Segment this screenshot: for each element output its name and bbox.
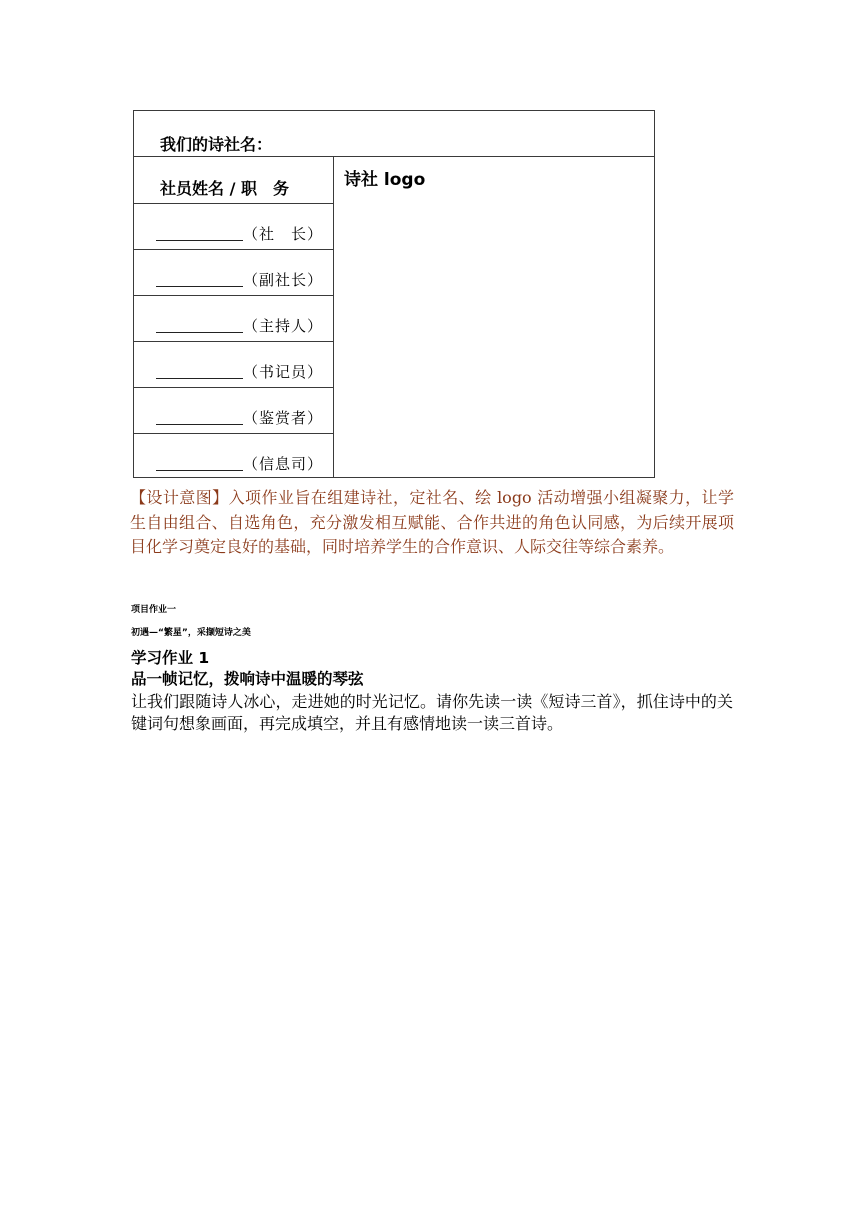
logo-label: 诗社 logo <box>344 170 426 190</box>
member-blank-line[interactable] <box>156 286 243 287</box>
member-role: （主持人） <box>243 317 324 335</box>
member-row-host <box>134 296 333 342</box>
assignment-subtitle: 品一帧记忆，拨响诗中温暖的琴弦 <box>131 670 364 688</box>
members-header-cell <box>134 157 333 204</box>
member-role: （鉴赏者） <box>243 409 324 427</box>
assignment-body: 让我们跟随诗人冰心，走进她的时光记忆。请你先读一读《短诗三首》，抓住诗中的关键词句想象画面，再完成填空，并且有感情地读一读三首诗。 <box>131 692 733 733</box>
assignment-title: 学习作业 1 <box>131 649 210 667</box>
design-intent-paragraph: 【设计意图】入项作业旨在组建诗社，定社名、绘 logo 活动增强小组凝聚力，让学生自由组合、自选角色，充分激发相互赋能、合作共进的角色认同感，为后续开展项目化学习奠定良好的基础，同时培养学生的合作意识、人际交往等综合素养。 <box>130 488 734 556</box>
club-name-row <box>134 111 654 157</box>
member-blank-line[interactable] <box>156 240 243 241</box>
member-blank-line[interactable] <box>156 332 243 333</box>
member-role: （书记员） <box>243 363 324 381</box>
members-header: 社员姓名 / 职 务 <box>160 179 289 198</box>
club-name-label: 我们的诗社名： <box>160 135 273 154</box>
member-role: （信息司） <box>243 455 324 473</box>
member-row-secretary <box>134 342 333 388</box>
member-row-president <box>134 204 333 250</box>
member-role: （副社长） <box>243 271 324 289</box>
member-blank-line[interactable] <box>156 424 243 425</box>
project-heading: 项目作业一 <box>131 605 177 615</box>
member-row-appreciator <box>134 388 333 434</box>
poetry-club-table <box>133 110 655 478</box>
member-role: （社 长） <box>243 225 324 243</box>
member-row-vice-president <box>134 250 333 296</box>
member-blank-line[interactable] <box>156 470 243 471</box>
members-column <box>134 157 334 477</box>
member-blank-line[interactable] <box>156 378 243 379</box>
member-row-information <box>134 434 333 480</box>
project-subheading: 初遇—“繁星”，采撷短诗之美 <box>131 628 251 638</box>
